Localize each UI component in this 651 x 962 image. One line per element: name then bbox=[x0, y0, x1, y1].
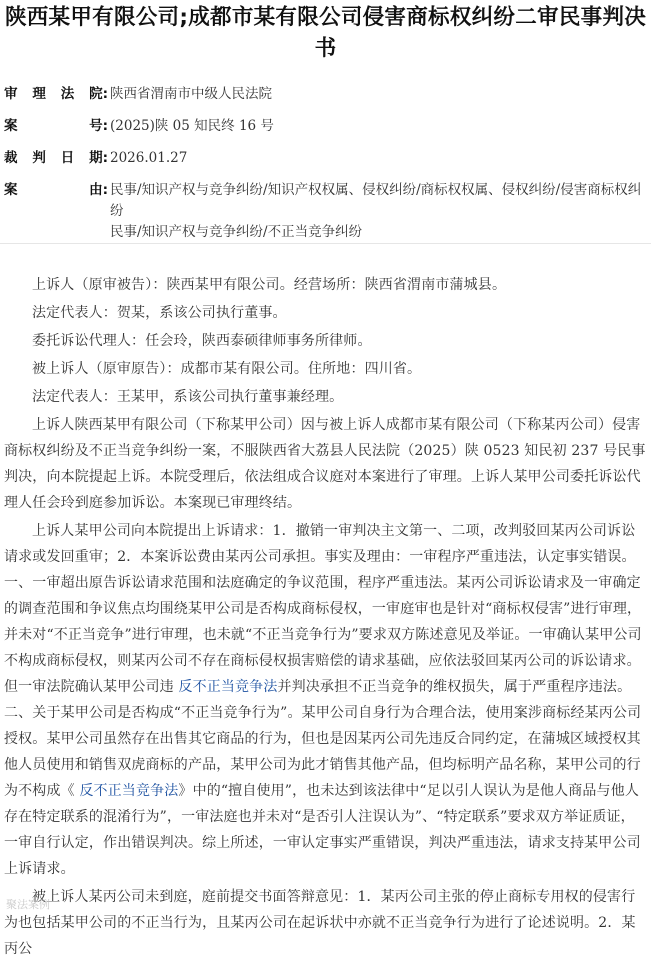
paragraph: 法定代表人：王某甲，系该公司执行董事兼经理。 bbox=[32, 389, 344, 405]
law-link[interactable]: 反不正当竞争法 bbox=[79, 783, 179, 799]
case-no-label: 案 号: bbox=[4, 118, 108, 134]
paragraph: 法定代表人：贺某，系该公司执行董事。 bbox=[32, 305, 287, 321]
paragraph: 上诉人陕西某甲有限公司（下称某甲公司）因与被上诉人成都市某有限公司（下称某丙公司）侵害商标权纠纷及不正当竞争纠纷一案，不服陕西省大荔县人民法院（2025）陕 0523 知民初 237 号民事判决，向本院提起上诉。本院受理后，依法组成合议庭对本案进行了审理。上诉人某甲公司委托诉讼代理人任会玲到庭参加诉讼。本案现已审理终结。 bbox=[4, 417, 646, 511]
paragraph: 被上诉人（原审原告）：成都市某有限公司。住所地：四川省。 bbox=[32, 361, 422, 377]
court-label: 审 理 法 院: bbox=[4, 86, 108, 102]
date-value: 2026.01.27 bbox=[110, 150, 188, 166]
court-value: 陕西省渭南市中级人民法院 bbox=[110, 86, 272, 102]
cause-label: 案 由: bbox=[4, 182, 108, 198]
date-label: 裁 判 日 期: bbox=[4, 150, 108, 166]
cause-value bbox=[110, 180, 645, 243]
paragraph: 委托诉讼代理人：任会玲，陕西泰硕律师事务所律师。 bbox=[32, 333, 372, 349]
law-link[interactable]: 反不正当竞争法 bbox=[178, 679, 278, 695]
divider bbox=[0, 243, 651, 244]
paragraph: 上诉人（原审被告）：陕西某甲有限公司。经营场所：陕西省渭南市蒲城县。 bbox=[32, 277, 507, 293]
paragraph: 被上诉人某丙公司未到庭，庭前提交书面答辩意见：1．某丙公司主张的停止商标专用权的侵害行为也包括某甲公司的不正当行为，且某丙公司在起诉状中亦就不正当竞争行为进行了论述说明。2．某丙公 bbox=[4, 889, 636, 957]
paragraph: 上诉人某甲公司向本院提出上诉请求：1．撤销一审判决主文第一、二项，改判驳回某丙公司诉讼请求或发回重审；2．本案诉讼费由某丙公司承担。事实及理由：一审程序严重违法，认定事实错误。一、一审超出原告诉讼请求范围和法庭确定的争议范围，程序严重违法。某丙公司诉讼请求及一审确定的调查范围和争议焦点均围绕某甲公司是否构成商标侵权，一审庭审也是针对“商标权侵害”进行审理，并未对“不正当竞争”进行审理，也未就“不正当竞争行为”要求双方陈述意见及举证。一审确认某甲公司不构成商标侵权，则某丙公司不存在商标侵权损害赔偿的请求基础，应依法驳回某丙公司的诉讼请求。但一审法院确认某甲公司违 反不正当竞争法并判决承担不正当竞争的维权损失，属于严重程序违法。二、关于某甲公司是否构成“不正当竞争行为”。某甲公司自身行为合理合法，使用案涉商标经某丙公司授权。某甲公司虽然存在出售其它商品的行为，但也是因某丙公司先违反合同约定，在蒲城区域授权其他人员使用和销售双虎商标的产品，某甲公司为此才销售其他产品，但均标明产品名称，某甲公司的行为不构成《 反不正当竞争法》中的“擅自使用”，也未达到该法律中“足以引人误认为是他人商品与他人存在特定联系的混淆行为”，一审法庭也并未对“是否引人注误认为”、“特定联系”要求双方举证质证，一审自行认定，作出错误判决。综上所述，一审认定事实严重错误，判决严重违法，请求支持某甲公司上诉请求。 bbox=[4, 523, 642, 877]
judgment-body bbox=[4, 272, 646, 962]
cause-line-1: 民事/知识产权与竞争纠纷/知识产权权属、侵权纠纷/商标权权属、侵权纠纷/侵害商标权纠纷 bbox=[110, 182, 642, 219]
page-title: 陕西某甲有限公司;成都市某有限公司侵害商标权纠纷二审民事判决书 bbox=[4, 5, 647, 61]
cause-line-2: 民事/知识产权与竞争纠纷/不正当竞争纠纷 bbox=[110, 224, 363, 240]
case-no-value: (2025)陕 05 知民终 16 号 bbox=[110, 118, 274, 134]
watermark: 聚法案例 bbox=[6, 898, 50, 911]
